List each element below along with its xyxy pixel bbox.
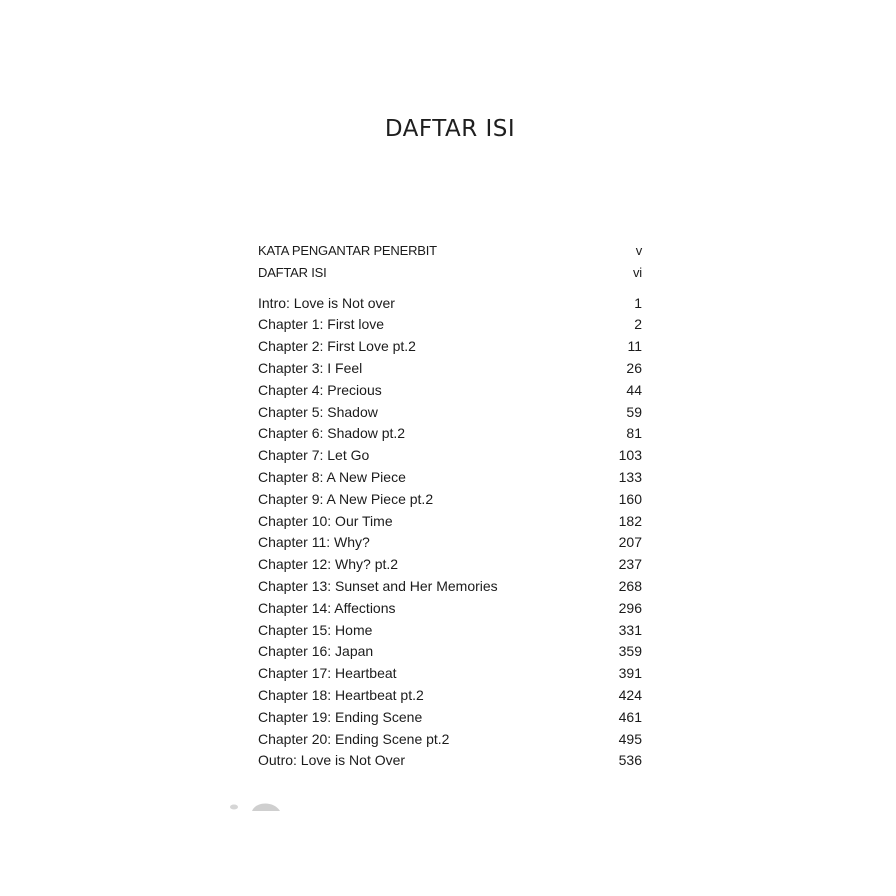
toc-entry-page: 207	[618, 534, 642, 551]
toc-section-gap	[258, 284, 642, 293]
toc-row	[258, 511, 642, 533]
toc-entry-label: Chapter 1: First love	[258, 316, 385, 333]
toc-row	[258, 445, 642, 467]
toc-entry-page: 11	[627, 338, 642, 355]
toc-row	[258, 685, 642, 707]
toc-entry-page: 81	[626, 425, 642, 442]
toc-entry-page: 2	[634, 316, 642, 333]
toc-entry-page: 133	[618, 468, 642, 485]
toc-row	[258, 750, 642, 772]
toc-row	[258, 620, 642, 642]
toc-entry-label: Chapter 18: Heartbeat pt.2	[258, 686, 424, 703]
toc-entry-label: Chapter 19: Ending Scene	[258, 708, 423, 725]
toc-row	[258, 467, 642, 489]
toc-entry-page: 26	[626, 359, 642, 376]
toc-entry-page: 536	[618, 752, 642, 769]
toc-entry-page: 391	[618, 665, 642, 682]
toc-entry-page: 268	[618, 577, 642, 594]
toc-entry-page: 331	[618, 621, 642, 638]
toc-entry-label: Chapter 3: I Feel	[258, 359, 363, 376]
toc-entry-page: vi	[633, 264, 642, 280]
toc-row	[258, 532, 642, 554]
toc-entry-label: Chapter 12: Why? pt.2	[258, 556, 399, 573]
toc-entry-page: 424	[618, 686, 642, 703]
toc-entry-label: Chapter 2: First Love pt.2	[258, 338, 416, 355]
toc-entry-label: Outro: Love is Not Over	[258, 752, 406, 769]
toc-entry-page: 160	[618, 490, 642, 507]
toc-entry-page: 461	[618, 708, 642, 725]
toc-entry-page: v	[635, 243, 642, 258]
toc-entry-label: Chapter 16: Japan	[258, 643, 374, 660]
toc-row-front-matter	[258, 240, 642, 262]
toc-entry-label: Chapter 20: Ending Scene pt.2	[258, 730, 450, 747]
toc-entry-label: Chapter 9: A New Piece pt.2	[258, 490, 434, 507]
toc-row-front-matter	[258, 262, 642, 284]
table-of-contents	[258, 240, 642, 772]
toc-row	[258, 293, 642, 315]
toc-entry-page: 44	[626, 381, 642, 398]
toc-entry-page: 237	[618, 556, 642, 573]
page-title: DAFTAR ISI	[384, 116, 516, 142]
toc-entry-page: 59	[626, 403, 642, 420]
toc-entry-label: Chapter 5: Shadow	[258, 403, 378, 420]
toc-row	[258, 707, 642, 729]
toc-entry-label: Chapter 17: Heartbeat	[258, 665, 397, 682]
toc-entry-label: Chapter 13: Sunset and Her Memories	[258, 577, 498, 594]
toc-row	[258, 489, 642, 511]
toc-row	[258, 314, 642, 336]
toc-row	[258, 554, 642, 576]
toc-row	[258, 729, 642, 751]
toc-entry-label: Intro: Love is Not over	[258, 294, 395, 311]
toc-row	[258, 423, 642, 445]
page-smudge	[226, 799, 286, 811]
toc-entry-page: 296	[618, 599, 642, 616]
toc-entry-page: 103	[618, 447, 642, 464]
toc-entry-label: KATA PENGANTAR PENERBIT	[258, 243, 437, 258]
toc-entry-label: Chapter 7: Let Go	[258, 447, 370, 464]
toc-entry-label: Chapter 14: Affections	[258, 599, 396, 616]
toc-entry-page: 1	[634, 294, 642, 311]
toc-entry-page: 495	[618, 730, 642, 747]
toc-row	[258, 598, 642, 620]
toc-entry-page: 359	[618, 643, 642, 660]
toc-entry-label: Chapter 8: A New Piece	[258, 468, 406, 485]
toc-row	[258, 663, 642, 685]
toc-row	[258, 576, 642, 598]
toc-row	[258, 358, 642, 380]
toc-row	[258, 380, 642, 402]
toc-entry-label: DAFTAR ISI	[258, 264, 327, 280]
toc-entry-label: Chapter 10: Our Time	[258, 512, 393, 529]
toc-row	[258, 641, 642, 663]
toc-entry-label: Chapter 6: Shadow pt.2	[258, 425, 406, 442]
toc-row	[258, 336, 642, 358]
toc-entry-label: Chapter 4: Precious	[258, 381, 382, 398]
toc-entry-page: 182	[618, 512, 642, 529]
toc-row	[258, 402, 642, 424]
toc-entry-label: Chapter 11: Why?	[258, 534, 370, 551]
toc-entry-label: Chapter 15: Home	[258, 621, 373, 638]
